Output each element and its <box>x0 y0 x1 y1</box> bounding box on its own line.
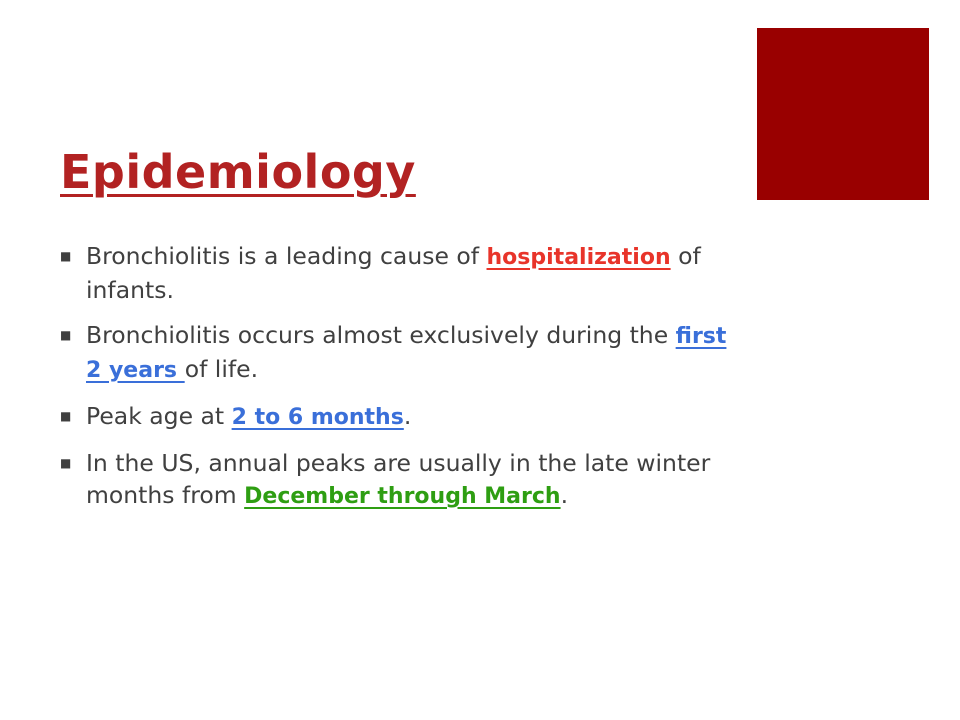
bullet-text: Peak age at <box>86 402 232 430</box>
bullet-text: . <box>560 481 569 509</box>
bullet-item-first-years <box>60 319 740 387</box>
bullet-text: of infants. <box>86 242 701 304</box>
square-bullet-icon: ■ <box>60 409 72 423</box>
bullet-item-peak-age <box>60 400 740 434</box>
bullet-item-hospitalization <box>60 240 740 306</box>
bullet-text: . <box>403 402 412 430</box>
bullet-text: Bronchiolitis is a leading cause of <box>86 242 487 270</box>
bullet-text: Bronchiolitis occurs almost exclusively during the <box>86 321 676 349</box>
bullet-item-annual-peaks <box>60 447 740 513</box>
bullet-text: In the US, annual peaks are usually in the late winter months from <box>86 449 711 509</box>
highlight-2-to-6-months: 2 to 6 months <box>231 405 404 430</box>
bullet-list <box>60 240 740 526</box>
square-bullet-icon: ■ <box>60 328 72 342</box>
slide-title: Epidemiology <box>60 145 416 199</box>
accent-block <box>757 28 929 200</box>
square-bullet-icon: ■ <box>60 249 72 263</box>
highlight-hospitalization: hospitalization <box>486 245 671 270</box>
highlight-december-march: December through March <box>244 484 561 509</box>
bullet-text: of life. <box>184 355 259 383</box>
square-bullet-icon: ■ <box>60 456 72 470</box>
highlight-first-2-years: first 2 years <box>86 324 727 383</box>
